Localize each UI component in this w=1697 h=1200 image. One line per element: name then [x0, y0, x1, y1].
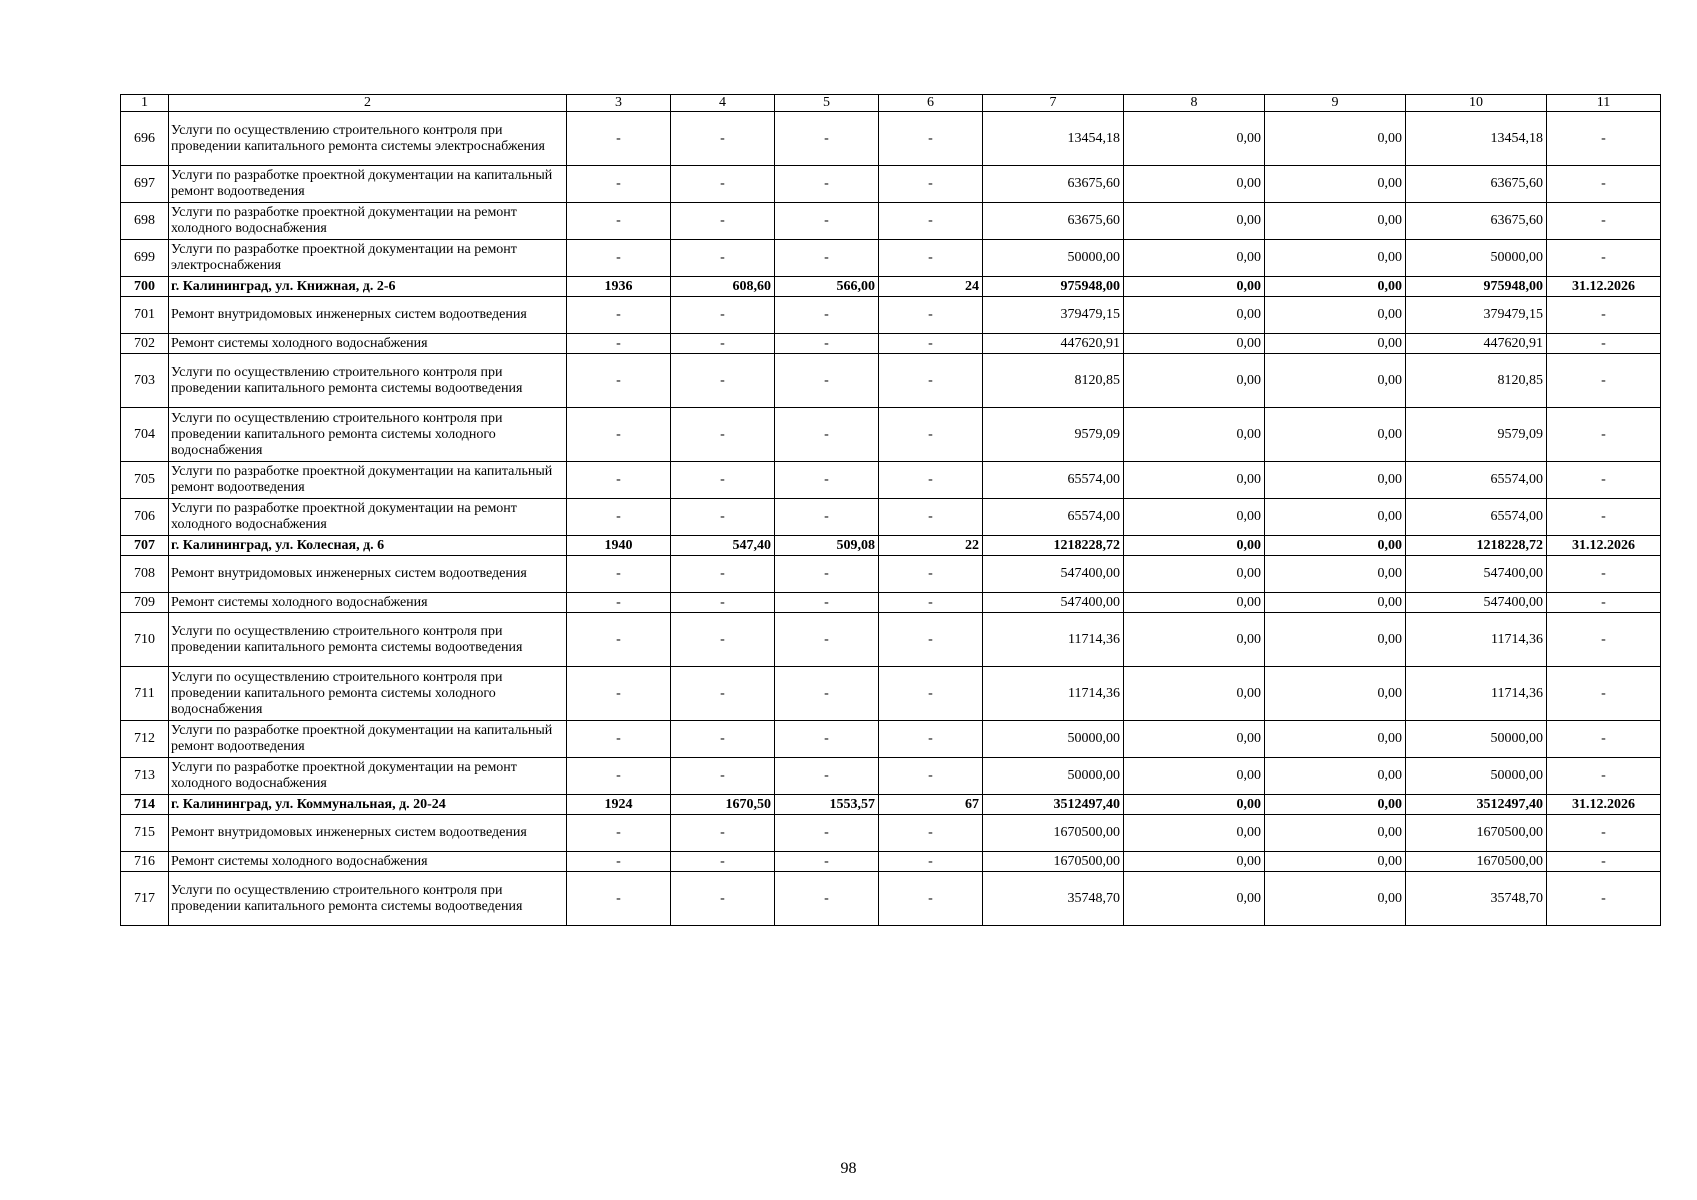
- cell-col-8: 0,00: [1124, 593, 1265, 613]
- header-cell-10: 10: [1406, 95, 1547, 112]
- cell-col-4: -: [671, 721, 775, 758]
- cell-col-6: -: [879, 499, 983, 536]
- cell-col-4: -: [671, 593, 775, 613]
- cell-col-8: 0,00: [1124, 354, 1265, 408]
- cell-col-3: 1936: [567, 277, 671, 297]
- row-number: 712: [121, 721, 169, 758]
- cell-col-7: 547400,00: [983, 556, 1124, 593]
- cell-col-7: 1670500,00: [983, 852, 1124, 872]
- cell-col-7: 975948,00: [983, 277, 1124, 297]
- table-row: [121, 354, 1661, 408]
- cell-col-3: -: [567, 354, 671, 408]
- cell-col-11: -: [1547, 297, 1661, 334]
- cell-col-6: -: [879, 166, 983, 203]
- cell-col-8: 0,00: [1124, 462, 1265, 499]
- cell-col-10: 1670500,00: [1406, 815, 1547, 852]
- cell-col-3: -: [567, 499, 671, 536]
- header-cell-7: 7: [983, 95, 1124, 112]
- cell-col-9: 0,00: [1265, 795, 1406, 815]
- cell-col-7: 13454,18: [983, 112, 1124, 166]
- cell-col-10: 63675,60: [1406, 203, 1547, 240]
- cell-col-3: -: [567, 872, 671, 926]
- cell-col-8: 0,00: [1124, 334, 1265, 354]
- cell-col-5: -: [775, 408, 879, 462]
- cell-col-11: -: [1547, 408, 1661, 462]
- cell-col-8: 0,00: [1124, 203, 1265, 240]
- cell-col-4: -: [671, 297, 775, 334]
- cell-col-3: -: [567, 556, 671, 593]
- cell-col-7: 3512497,40: [983, 795, 1124, 815]
- item-name: Ремонт системы холодного водоснабжения: [169, 852, 567, 872]
- cell-col-10: 65574,00: [1406, 462, 1547, 499]
- table-row: [121, 166, 1661, 203]
- cell-col-11: -: [1547, 613, 1661, 667]
- cell-col-4: -: [671, 408, 775, 462]
- table-row: [121, 462, 1661, 499]
- item-name: Услуги по разработке проектной документации на ремонт электроснабжения: [169, 240, 567, 277]
- cell-col-5: -: [775, 667, 879, 721]
- cell-col-4: -: [671, 166, 775, 203]
- cell-col-11: -: [1547, 556, 1661, 593]
- cell-col-7: 63675,60: [983, 166, 1124, 203]
- item-name: Услуги по разработке проектной документации на капитальный ремонт водоотведения: [169, 166, 567, 203]
- row-number: 696: [121, 112, 169, 166]
- table-row: [121, 240, 1661, 277]
- cell-col-9: 0,00: [1265, 593, 1406, 613]
- cell-col-4: 1670,50: [671, 795, 775, 815]
- cell-col-11: 31.12.2026: [1547, 536, 1661, 556]
- cell-col-3: 1940: [567, 536, 671, 556]
- cell-col-6: 24: [879, 277, 983, 297]
- table-body: [121, 95, 1661, 926]
- item-name: Ремонт внутридомовых инженерных систем водоотведения: [169, 297, 567, 334]
- cell-col-9: 0,00: [1265, 613, 1406, 667]
- cell-col-5: -: [775, 354, 879, 408]
- address-row: [121, 795, 1661, 815]
- cell-col-10: 547400,00: [1406, 556, 1547, 593]
- cell-col-11: -: [1547, 203, 1661, 240]
- cell-col-4: -: [671, 334, 775, 354]
- cell-col-10: 11714,36: [1406, 667, 1547, 721]
- row-number: 717: [121, 872, 169, 926]
- cell-col-3: -: [567, 721, 671, 758]
- cell-col-8: 0,00: [1124, 556, 1265, 593]
- cell-col-9: 0,00: [1265, 203, 1406, 240]
- cell-col-5: -: [775, 721, 879, 758]
- cell-col-8: 0,00: [1124, 240, 1265, 277]
- cell-col-4: 547,40: [671, 536, 775, 556]
- cell-col-10: 8120,85: [1406, 354, 1547, 408]
- row-number: 714: [121, 795, 169, 815]
- cell-col-3: -: [567, 852, 671, 872]
- capital-repair-table: [120, 94, 1661, 926]
- cell-col-8: 0,00: [1124, 795, 1265, 815]
- cell-col-11: -: [1547, 758, 1661, 795]
- header-cell-8: 8: [1124, 95, 1265, 112]
- row-number: 710: [121, 613, 169, 667]
- cell-col-10: 975948,00: [1406, 277, 1547, 297]
- cell-col-5: -: [775, 593, 879, 613]
- table-row: [121, 872, 1661, 926]
- cell-col-5: -: [775, 758, 879, 795]
- cell-col-5: -: [775, 556, 879, 593]
- cell-col-6: 67: [879, 795, 983, 815]
- cell-col-6: -: [879, 613, 983, 667]
- row-number: 705: [121, 462, 169, 499]
- cell-col-7: 379479,15: [983, 297, 1124, 334]
- cell-col-7: 9579,09: [983, 408, 1124, 462]
- cell-col-11: -: [1547, 499, 1661, 536]
- cell-col-4: -: [671, 354, 775, 408]
- address-row: [121, 277, 1661, 297]
- cell-col-7: 447620,91: [983, 334, 1124, 354]
- row-number: 697: [121, 166, 169, 203]
- cell-col-10: 50000,00: [1406, 721, 1547, 758]
- cell-col-10: 1218228,72: [1406, 536, 1547, 556]
- row-number: 713: [121, 758, 169, 795]
- cell-col-4: -: [671, 815, 775, 852]
- header-cell-5: 5: [775, 95, 879, 112]
- cell-col-10: 9579,09: [1406, 408, 1547, 462]
- table-row: [121, 613, 1661, 667]
- item-name: Ремонт системы холодного водоснабжения: [169, 334, 567, 354]
- cell-col-5: -: [775, 297, 879, 334]
- header-cell-11: 11: [1547, 95, 1661, 112]
- cell-col-3: -: [567, 462, 671, 499]
- table-row: [121, 112, 1661, 166]
- header-row: [121, 95, 1661, 112]
- cell-col-11: -: [1547, 354, 1661, 408]
- cell-col-11: 31.12.2026: [1547, 277, 1661, 297]
- cell-col-3: -: [567, 408, 671, 462]
- cell-col-9: 0,00: [1265, 721, 1406, 758]
- cell-col-7: 8120,85: [983, 354, 1124, 408]
- cell-col-10: 50000,00: [1406, 240, 1547, 277]
- cell-col-3: -: [567, 815, 671, 852]
- cell-col-4: -: [671, 462, 775, 499]
- table-row: [121, 556, 1661, 593]
- cell-col-9: 0,00: [1265, 277, 1406, 297]
- item-name: Услуги по разработке проектной документации на ремонт холодного водоснабжения: [169, 499, 567, 536]
- item-name: Услуги по осуществлению строительного контроля при проведении капитального ремонта системы водоотведения: [169, 613, 567, 667]
- cell-col-10: 11714,36: [1406, 613, 1547, 667]
- cell-col-9: 0,00: [1265, 112, 1406, 166]
- cell-col-11: -: [1547, 112, 1661, 166]
- cell-col-7: 35748,70: [983, 872, 1124, 926]
- cell-col-8: 0,00: [1124, 613, 1265, 667]
- cell-col-3: -: [567, 297, 671, 334]
- row-number: 711: [121, 667, 169, 721]
- cell-col-8: 0,00: [1124, 166, 1265, 203]
- cell-col-4: -: [671, 613, 775, 667]
- cell-col-8: 0,00: [1124, 499, 1265, 536]
- cell-col-10: 379479,15: [1406, 297, 1547, 334]
- cell-col-3: -: [567, 593, 671, 613]
- cell-col-9: 0,00: [1265, 240, 1406, 277]
- cell-col-7: 1218228,72: [983, 536, 1124, 556]
- cell-col-10: 13454,18: [1406, 112, 1547, 166]
- cell-col-7: 50000,00: [983, 240, 1124, 277]
- cell-col-8: 0,00: [1124, 408, 1265, 462]
- cell-col-11: -: [1547, 166, 1661, 203]
- cell-col-3: -: [567, 166, 671, 203]
- row-number: 709: [121, 593, 169, 613]
- cell-col-11: -: [1547, 815, 1661, 852]
- cell-col-9: 0,00: [1265, 408, 1406, 462]
- cell-col-8: 0,00: [1124, 872, 1265, 926]
- cell-col-5: 566,00: [775, 277, 879, 297]
- header-cell-6: 6: [879, 95, 983, 112]
- cell-col-10: 35748,70: [1406, 872, 1547, 926]
- item-name: Услуги по разработке проектной документации на капитальный ремонт водоотведения: [169, 462, 567, 499]
- table-row: [121, 593, 1661, 613]
- cell-col-8: 0,00: [1124, 758, 1265, 795]
- cell-col-11: -: [1547, 593, 1661, 613]
- cell-col-6: -: [879, 334, 983, 354]
- cell-col-9: 0,00: [1265, 536, 1406, 556]
- cell-col-9: 0,00: [1265, 166, 1406, 203]
- cell-col-9: 0,00: [1265, 354, 1406, 408]
- cell-col-10: 1670500,00: [1406, 852, 1547, 872]
- table-row: [121, 852, 1661, 872]
- cell-col-8: 0,00: [1124, 277, 1265, 297]
- cell-col-3: -: [567, 334, 671, 354]
- cell-col-8: 0,00: [1124, 297, 1265, 334]
- item-name: Услуги по разработке проектной документации на ремонт холодного водоснабжения: [169, 758, 567, 795]
- cell-col-5: -: [775, 203, 879, 240]
- row-number: 698: [121, 203, 169, 240]
- header-cell-1: 1: [121, 95, 169, 112]
- cell-col-9: 0,00: [1265, 334, 1406, 354]
- table-row: [121, 499, 1661, 536]
- item-name: Ремонт внутридомовых инженерных систем водоотведения: [169, 556, 567, 593]
- page-number: 98: [840, 1160, 857, 1177]
- cell-col-9: 0,00: [1265, 667, 1406, 721]
- table-row: [121, 297, 1661, 334]
- cell-col-5: -: [775, 240, 879, 277]
- cell-col-3: 1924: [567, 795, 671, 815]
- cell-col-7: 65574,00: [983, 499, 1124, 536]
- cell-col-8: 0,00: [1124, 112, 1265, 166]
- row-number: 715: [121, 815, 169, 852]
- item-name: Услуги по разработке проектной документации на ремонт холодного водоснабжения: [169, 203, 567, 240]
- cell-col-5: -: [775, 112, 879, 166]
- cell-col-10: 65574,00: [1406, 499, 1547, 536]
- cell-col-5: -: [775, 815, 879, 852]
- cell-col-8: 0,00: [1124, 667, 1265, 721]
- row-number: 701: [121, 297, 169, 334]
- cell-col-6: -: [879, 721, 983, 758]
- cell-col-6: 22: [879, 536, 983, 556]
- cell-col-6: -: [879, 872, 983, 926]
- cell-col-3: -: [567, 758, 671, 795]
- cell-col-3: -: [567, 613, 671, 667]
- cell-col-6: -: [879, 667, 983, 721]
- cell-col-3: -: [567, 240, 671, 277]
- table-row: [121, 334, 1661, 354]
- item-name: Ремонт системы холодного водоснабжения: [169, 593, 567, 613]
- header-cell-4: 4: [671, 95, 775, 112]
- table-row: [121, 758, 1661, 795]
- cell-col-7: 65574,00: [983, 462, 1124, 499]
- item-name: Услуги по разработке проектной документации на капитальный ремонт водоотведения: [169, 721, 567, 758]
- cell-col-10: 3512497,40: [1406, 795, 1547, 815]
- cell-col-9: 0,00: [1265, 297, 1406, 334]
- cell-col-10: 63675,60: [1406, 166, 1547, 203]
- cell-col-6: -: [879, 408, 983, 462]
- row-number: 716: [121, 852, 169, 872]
- cell-col-6: -: [879, 297, 983, 334]
- row-number: 704: [121, 408, 169, 462]
- header-cell-2: 2: [169, 95, 567, 112]
- cell-col-4: -: [671, 852, 775, 872]
- cell-col-3: -: [567, 112, 671, 166]
- cell-col-11: -: [1547, 852, 1661, 872]
- table-row: [121, 815, 1661, 852]
- cell-col-6: -: [879, 112, 983, 166]
- cell-col-5: -: [775, 462, 879, 499]
- item-name: Услуги по осуществлению строительного контроля при проведении капитального ремонта системы холодного водоснабжения: [169, 408, 567, 462]
- cell-col-8: 0,00: [1124, 721, 1265, 758]
- cell-col-9: 0,00: [1265, 872, 1406, 926]
- item-name: Ремонт внутридомовых инженерных систем водоотведения: [169, 815, 567, 852]
- table-row: [121, 721, 1661, 758]
- row-number: 700: [121, 277, 169, 297]
- cell-col-4: -: [671, 203, 775, 240]
- cell-col-4: 608,60: [671, 277, 775, 297]
- cell-col-11: -: [1547, 240, 1661, 277]
- cell-col-11: -: [1547, 334, 1661, 354]
- cell-col-8: 0,00: [1124, 852, 1265, 872]
- item-name: г. Калининград, ул. Коммунальная, д. 20-24: [169, 795, 567, 815]
- table-row: [121, 408, 1661, 462]
- cell-col-9: 0,00: [1265, 758, 1406, 795]
- cell-col-4: -: [671, 556, 775, 593]
- header-cell-3: 3: [567, 95, 671, 112]
- cell-col-4: -: [671, 112, 775, 166]
- cell-col-9: 0,00: [1265, 499, 1406, 536]
- cell-col-9: 0,00: [1265, 852, 1406, 872]
- item-name: Услуги по осуществлению строительного контроля при проведении капитального ремонта системы электроснабжения: [169, 112, 567, 166]
- cell-col-7: 63675,60: [983, 203, 1124, 240]
- cell-col-6: -: [879, 815, 983, 852]
- cell-col-9: 0,00: [1265, 815, 1406, 852]
- item-name: г. Калининград, ул. Книжная, д. 2-6: [169, 277, 567, 297]
- cell-col-6: -: [879, 354, 983, 408]
- cell-col-5: 1553,57: [775, 795, 879, 815]
- cell-col-7: 1670500,00: [983, 815, 1124, 852]
- cell-col-7: 11714,36: [983, 613, 1124, 667]
- cell-col-6: -: [879, 203, 983, 240]
- table-row: [121, 667, 1661, 721]
- cell-col-10: 547400,00: [1406, 593, 1547, 613]
- cell-col-5: 509,08: [775, 536, 879, 556]
- cell-col-8: 0,00: [1124, 815, 1265, 852]
- cell-col-7: 547400,00: [983, 593, 1124, 613]
- cell-col-11: -: [1547, 721, 1661, 758]
- cell-col-5: -: [775, 334, 879, 354]
- cell-col-7: 50000,00: [983, 721, 1124, 758]
- cell-col-7: 11714,36: [983, 667, 1124, 721]
- cell-col-4: -: [671, 499, 775, 536]
- row-number: 702: [121, 334, 169, 354]
- cell-col-10: 50000,00: [1406, 758, 1547, 795]
- cell-col-6: -: [879, 758, 983, 795]
- row-number: 707: [121, 536, 169, 556]
- address-row: [121, 536, 1661, 556]
- item-name: Услуги по осуществлению строительного контроля при проведении капитального ремонта системы водоотведения: [169, 354, 567, 408]
- cell-col-6: -: [879, 556, 983, 593]
- row-number: 708: [121, 556, 169, 593]
- cell-col-6: -: [879, 240, 983, 277]
- cell-col-3: -: [567, 203, 671, 240]
- cell-col-5: -: [775, 499, 879, 536]
- cell-col-11: -: [1547, 462, 1661, 499]
- cell-col-5: -: [775, 872, 879, 926]
- cell-col-5: -: [775, 166, 879, 203]
- row-number: 699: [121, 240, 169, 277]
- cell-col-9: 0,00: [1265, 462, 1406, 499]
- cell-col-7: 50000,00: [983, 758, 1124, 795]
- cell-col-5: -: [775, 852, 879, 872]
- header-cell-9: 9: [1265, 95, 1406, 112]
- cell-col-9: 0,00: [1265, 556, 1406, 593]
- item-name: г. Калининград, ул. Колесная, д. 6: [169, 536, 567, 556]
- cell-col-3: -: [567, 667, 671, 721]
- row-number: 703: [121, 354, 169, 408]
- cell-col-6: -: [879, 852, 983, 872]
- cell-col-11: -: [1547, 667, 1661, 721]
- cell-col-4: -: [671, 240, 775, 277]
- cell-col-4: -: [671, 758, 775, 795]
- table-row: [121, 203, 1661, 240]
- cell-col-6: -: [879, 462, 983, 499]
- item-name: Услуги по осуществлению строительного контроля при проведении капитального ремонта системы холодного водоснабжения: [169, 667, 567, 721]
- cell-col-10: 447620,91: [1406, 334, 1547, 354]
- cell-col-11: -: [1547, 872, 1661, 926]
- row-number: 706: [121, 499, 169, 536]
- item-name: Услуги по осуществлению строительного контроля при проведении капитального ремонта системы водоотведения: [169, 872, 567, 926]
- cell-col-4: -: [671, 667, 775, 721]
- cell-col-6: -: [879, 593, 983, 613]
- cell-col-4: -: [671, 872, 775, 926]
- cell-col-5: -: [775, 613, 879, 667]
- cell-col-11: 31.12.2026: [1547, 795, 1661, 815]
- cell-col-8: 0,00: [1124, 536, 1265, 556]
